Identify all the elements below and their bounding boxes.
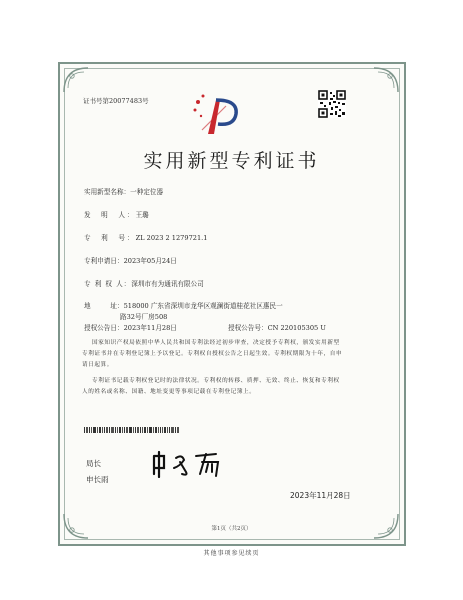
cnipa-emblem-icon <box>186 86 246 142</box>
corner-ornament-top-left <box>62 66 90 94</box>
field-address: 地 址：518000 广东省深圳市龙华区观澜街道桂花社区惠民一 <box>84 302 283 310</box>
field-grant-number: 授权公告号：CN 220105305 U <box>228 324 326 332</box>
barcode-bar <box>147 427 148 433</box>
field-inventor: 发 明 人：王璐 <box>84 211 149 219</box>
barcode-bar <box>149 427 152 433</box>
barcode-bar <box>169 427 170 433</box>
barcode-icon <box>84 427 180 433</box>
barcode-bar <box>177 427 179 433</box>
signer-name: 申长雨 <box>86 475 109 484</box>
barcode-bar <box>126 427 128 433</box>
barcode-bar <box>135 427 136 433</box>
field-utility-model-name: 实用新型名称：一种定位器 <box>84 188 164 196</box>
barcode-bar <box>144 427 146 433</box>
field-address-line2: 路32号厂房508 <box>120 313 168 321</box>
barcode-bar <box>162 427 163 433</box>
paragraph-legal-status: 专利证书记载专利权登记时的法律状况。专利权的转移、质押、无效、终止、恢复和专利权 人的姓名或名称、国籍、地址变更等事项记载在专利登记簿上。 <box>82 378 340 395</box>
barcode-bar <box>104 427 105 433</box>
barcode-bar <box>106 427 108 433</box>
barcode-bar <box>97 427 98 433</box>
barcode-bar <box>160 427 161 433</box>
barcode-bar <box>117 427 118 433</box>
barcode-bar <box>91 427 92 433</box>
barcode-bar <box>84 427 85 433</box>
barcode-bar <box>137 427 139 433</box>
barcode-bar <box>89 427 90 433</box>
barcode-bar <box>164 427 166 433</box>
barcode-bar <box>175 427 176 433</box>
barcode-bar <box>109 427 110 433</box>
barcode-bar <box>142 427 143 433</box>
paragraph-grant-statement: 国家知识产权局依照中华人民共和国专利法经过初步审查，决定授予专利权，颁发实用新型 专利证书并在专利登记簿上予以登记。专利权自授权公告之日起生效。专利权期限为十年，自申 请日起算。 <box>82 340 343 368</box>
barcode-bar <box>124 427 125 433</box>
field-patent-number: 专 利 号：ZL 2023 2 1279721.1 <box>84 234 208 242</box>
signer-title: 局长 <box>86 459 101 468</box>
barcode-bar <box>119 427 121 433</box>
field-application-date: 专利申请日：2023年05月24日 <box>84 257 177 265</box>
certificate-title: 实用新型专利证书 <box>143 150 320 172</box>
barcode-bar <box>171 427 174 433</box>
barcode-bar <box>167 427 168 433</box>
barcode-bar <box>93 427 96 433</box>
barcode-bar <box>111 427 114 433</box>
barcode-bar <box>133 427 134 433</box>
certificate-number: 证书号第20077483号 <box>83 97 149 105</box>
qr-code-icon <box>318 90 346 118</box>
barcode-bar <box>155 427 157 433</box>
barcode-bar <box>86 427 88 433</box>
barcode-bar <box>99 427 101 433</box>
barcode-bar <box>102 427 103 433</box>
barcode-bar <box>140 427 141 433</box>
barcode-bar <box>129 427 132 433</box>
barcode-bar <box>115 427 116 433</box>
barcode-bar <box>122 427 123 433</box>
footer-note: 其他事项参见续页 <box>203 550 260 557</box>
page-number: 第1页（共2页） <box>211 526 252 532</box>
signature-image <box>150 450 230 478</box>
corner-ornament-top-right <box>372 66 400 94</box>
field-grant-date: 授权公告日：2023年11月28日 <box>84 324 177 332</box>
barcode-bar <box>153 427 154 433</box>
field-patentee: 专 利 权 人：深圳市有为通讯有限公司 <box>84 280 204 288</box>
sign-date: 2023年11月28日 <box>290 491 351 500</box>
barcode-bar <box>158 427 159 433</box>
